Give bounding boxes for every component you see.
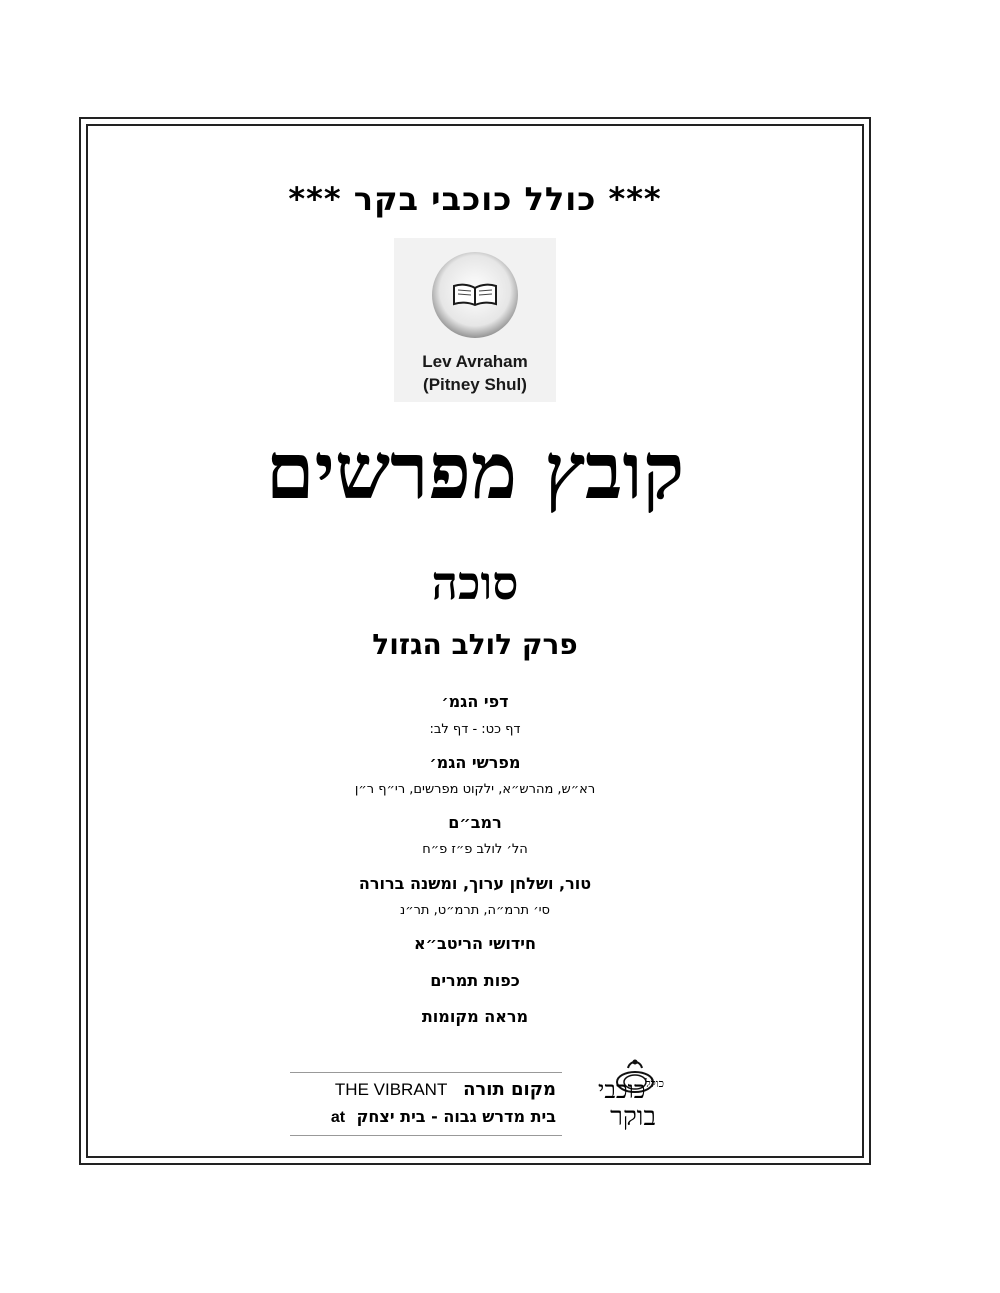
- vibrant-line: [335, 1079, 556, 1100]
- tractate-title: סוכה: [431, 556, 519, 610]
- section-detail: רא״ש, מהרש״א, ילקוט מפרשים, רי״ף ר״ן: [354, 782, 596, 797]
- lev-avraham-logo: [394, 238, 556, 402]
- section-detail: הל׳ לולב פ״ז פ״ח: [422, 842, 528, 857]
- vibrant-english: THE VIBRANT: [334, 1080, 448, 1099]
- footer-logos: [290, 1058, 665, 1140]
- section-heading: מפרשי הגמ׳: [429, 753, 521, 772]
- kollel-kochvei-boker-logo: [568, 1078, 664, 1130]
- section-heading: רמב״ם: [448, 813, 502, 832]
- section-heading: חידושי הריטב״א: [414, 934, 536, 953]
- kollel-header: *** כולל כוכבי בקר ***: [288, 180, 662, 218]
- main-title: קובץ מפרשים: [265, 426, 685, 517]
- beis-medrash-text: בית מדרש גבוה - בית יצחק: [356, 1107, 556, 1126]
- open-book-icon: [452, 282, 498, 306]
- chapter-title: פרק לולב הגזול: [372, 628, 578, 661]
- kollel-mark-big: כוכבי: [598, 1076, 646, 1104]
- at-word: at: [330, 1109, 346, 1126]
- beis-medrash-line: [331, 1107, 556, 1127]
- cover-page: [90, 128, 860, 1154]
- section-heading: מראה מקומות: [421, 1007, 529, 1026]
- section-detail: דף כט: - דף לב:: [429, 722, 521, 737]
- section-heading: טור, ושלחן ערוך, ומשנה ברורה: [358, 874, 592, 893]
- kollel-mark-small: כולל: [645, 1077, 664, 1090]
- logo-line-2: (Pitney Shul): [423, 375, 527, 394]
- logo-line-1: Lev Avraham: [422, 352, 528, 371]
- kollel-mark-line2: בוקר: [610, 1102, 656, 1132]
- section-heading: כפות תמרים: [430, 971, 520, 990]
- section-detail: סי׳ תרמ״ה, תרמ״ט, תר״נ: [400, 903, 550, 918]
- section-heading: דפי הגמ׳: [441, 692, 509, 711]
- makom-torah-text: מקום תורה: [463, 1079, 556, 1100]
- vibrant-makom-torah-logo: [290, 1072, 562, 1136]
